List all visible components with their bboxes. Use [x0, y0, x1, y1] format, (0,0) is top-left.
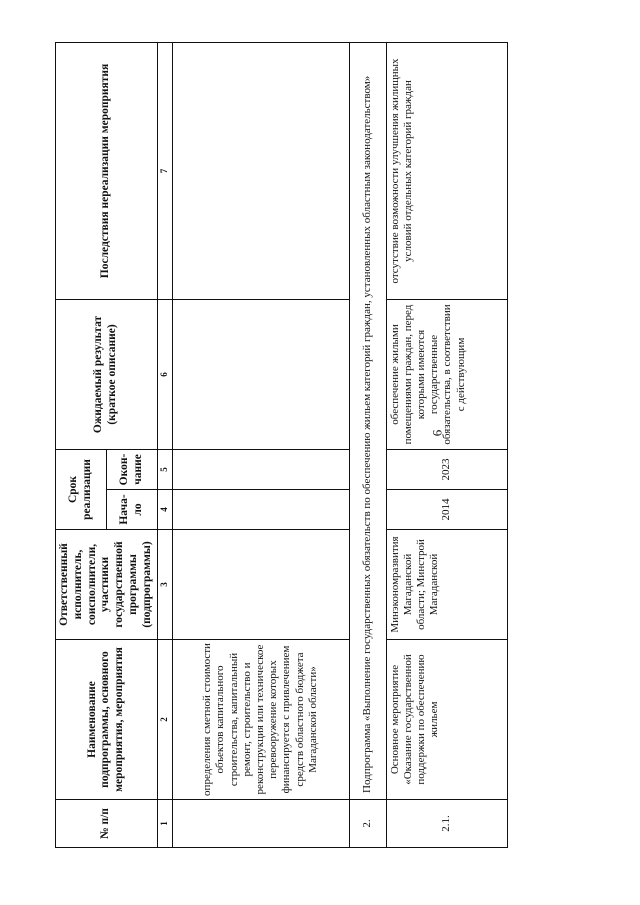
column-number: 5: [157, 449, 172, 489]
row-number-cell: 2.: [349, 800, 386, 848]
header-row-1: [56, 42, 107, 847]
header-term: Срок реализации: [56, 449, 107, 529]
rotated-page-content: [55, 43, 630, 848]
column-number: 7: [157, 42, 172, 299]
table-row-2-1: [386, 42, 507, 847]
header-name: Наименование подпрограммы, основного мероприятия, мероприятия: [56, 640, 158, 800]
column-number: 3: [157, 530, 172, 640]
header-result: Ожидаемый результат (краткое описание): [56, 299, 158, 449]
table-row-continued: [172, 42, 349, 847]
row-number-cell: 2.1.: [386, 800, 507, 848]
header-end: Окон-чание: [106, 449, 157, 489]
measure-name-cell: определения сметной стоимости объектов капитального строительства, капитальный ремонт, строительство и реконструкция или техническое перевооружение которых финансируется с привлечением средств областного бюджета Магаданской области»: [172, 640, 349, 800]
measure-name-cell: Основное мероприятие «Оказание государственной поддержки по обеспечению жильем: [386, 640, 507, 800]
subprogram-title-cell: Подпрограмма «Выполнение государственных обязательств по обеспечению жильем категорий граждан, установленных областным законодательством»: [349, 42, 386, 799]
column-number: 6: [157, 299, 172, 449]
header-number: № п/п: [56, 800, 158, 848]
header-executor: Ответственный исполнитель, соисполнители, участники государственной программы (подпрограммы): [56, 530, 158, 640]
program-measures-table: [55, 42, 508, 848]
header-consequences: Последствия нереализации мероприятия: [56, 42, 158, 299]
start-year-cell: 2014: [386, 490, 507, 530]
page-number: 6: [429, 429, 445, 437]
column-number: 2: [157, 640, 172, 800]
executor-cell: Минэкономразвития Магаданской области; Минстрой Магаданской: [386, 530, 507, 640]
column-number: 4: [157, 490, 172, 530]
column-number: 1: [157, 800, 172, 848]
consequence-cell: отсутствие возможности улучшения жилищных условий отдельных категорий граждан: [386, 42, 507, 299]
end-year-cell: 2023: [386, 449, 507, 489]
column-numbering-row: [157, 42, 172, 847]
table-row-subprogram: [349, 42, 386, 847]
result-cell: обеспечение жилыми помещениями граждан, перед которыми имеются государственные обязательства, в соответствии с действующим: [386, 299, 507, 449]
header-start: Нача-ло: [106, 490, 157, 530]
